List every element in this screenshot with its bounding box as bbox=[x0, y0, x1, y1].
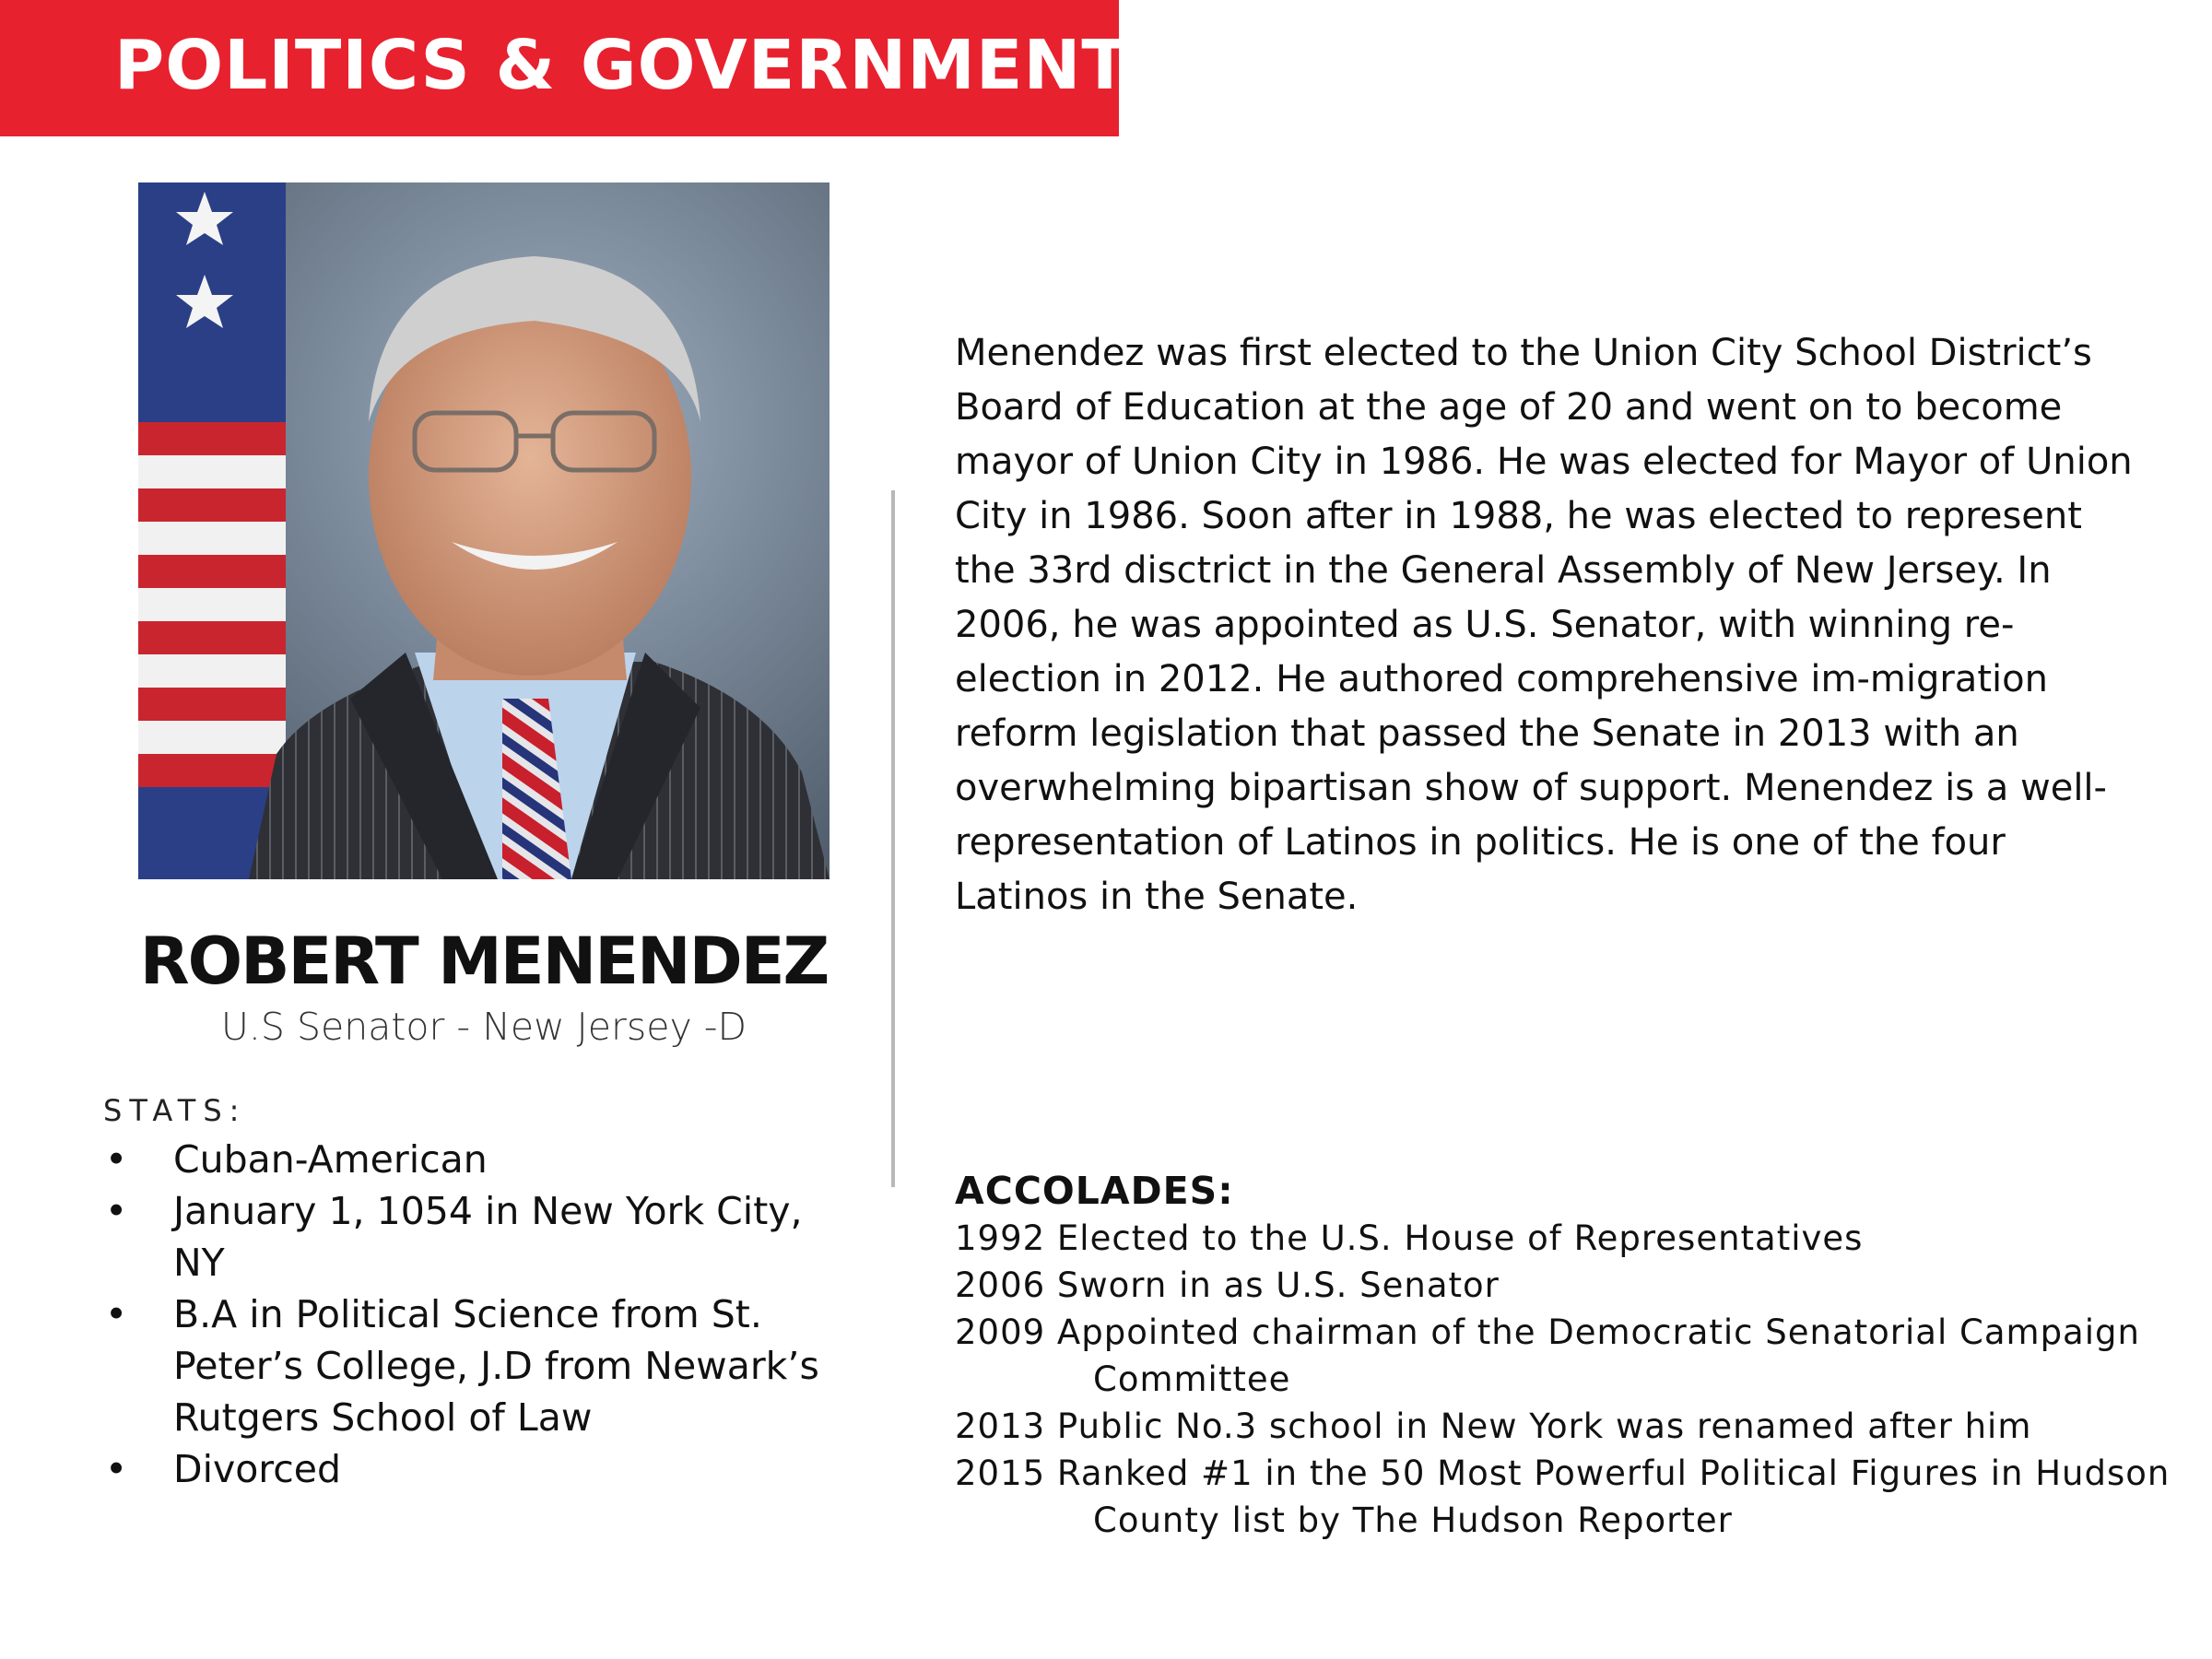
stats-item-text: January 1, 1054 in New York City, NY bbox=[173, 1189, 803, 1285]
stats-item bbox=[101, 1288, 857, 1443]
section-banner bbox=[0, 0, 1129, 136]
accolade-item: 2009 Appointed chairman of the Democratic Senatorial Campaign Committee bbox=[955, 1312, 2140, 1399]
portrait-photo bbox=[138, 182, 830, 879]
bullet-icon: • bbox=[105, 1447, 128, 1491]
section-title: POLITICS & GOVERNMENT bbox=[114, 26, 1129, 105]
bullet-icon: • bbox=[105, 1137, 128, 1182]
person-role: U.S Senator - New Jersey -D bbox=[220, 1005, 747, 1049]
stats-item-text: Divorced bbox=[173, 1447, 342, 1491]
person-name: ROBERT MENENDEZ bbox=[139, 924, 829, 999]
bullet-icon: • bbox=[105, 1189, 128, 1233]
stats-list bbox=[101, 1134, 857, 1495]
accolade-item: 2015 Ranked #1 in the 50 Most Powerful Political Figures in Hudson County list by The Hudson Reporter bbox=[955, 1453, 2171, 1540]
accolades-list bbox=[955, 1215, 2181, 1544]
accolade-item: 1992 Elected to the U.S. House of Representatives bbox=[955, 1218, 1864, 1258]
flag-graphic bbox=[138, 182, 286, 879]
stats-item-text: B.A in Political Science from St. Peter’s College, J.D from Newark’s Rutgers School of Law bbox=[173, 1292, 819, 1440]
stats-item bbox=[101, 1185, 857, 1288]
stats-item bbox=[101, 1134, 857, 1185]
vertical-divider bbox=[891, 490, 895, 1187]
accolades-heading: ACCOLADES: bbox=[955, 1169, 1234, 1213]
stats-item bbox=[101, 1443, 857, 1495]
biography-paragraph: Menendez was first elected to the Union City School District’s Board of Education at the age of 20 and went on to become mayor of Union City in 1986. He was elected for Mayor of Union City in 1986. Soon after in 1988, he was elected to represent the 33rd disctrict in the General Assembly of New Jersey. In 2006, he was appointed as U.S. Senator, with winning re-election in 2012. He authored comprehensive im-migration reform legislation that passed the Senate in 2013 with an overwhelming bipartisan show of support. Menendez is a well-representation of Latinos in politics. He is one of the four Latinos in the Senate. bbox=[955, 332, 2133, 918]
accolade-item: 2006 Sworn in as U.S. Senator bbox=[955, 1265, 1500, 1305]
accolade-item: 2013 Public No.3 school in New York was renamed after him bbox=[955, 1406, 2032, 1446]
bullet-icon: • bbox=[105, 1292, 128, 1336]
stats-item-text: Cuban-American bbox=[173, 1137, 488, 1182]
stats-heading: STATS: bbox=[103, 1093, 247, 1128]
